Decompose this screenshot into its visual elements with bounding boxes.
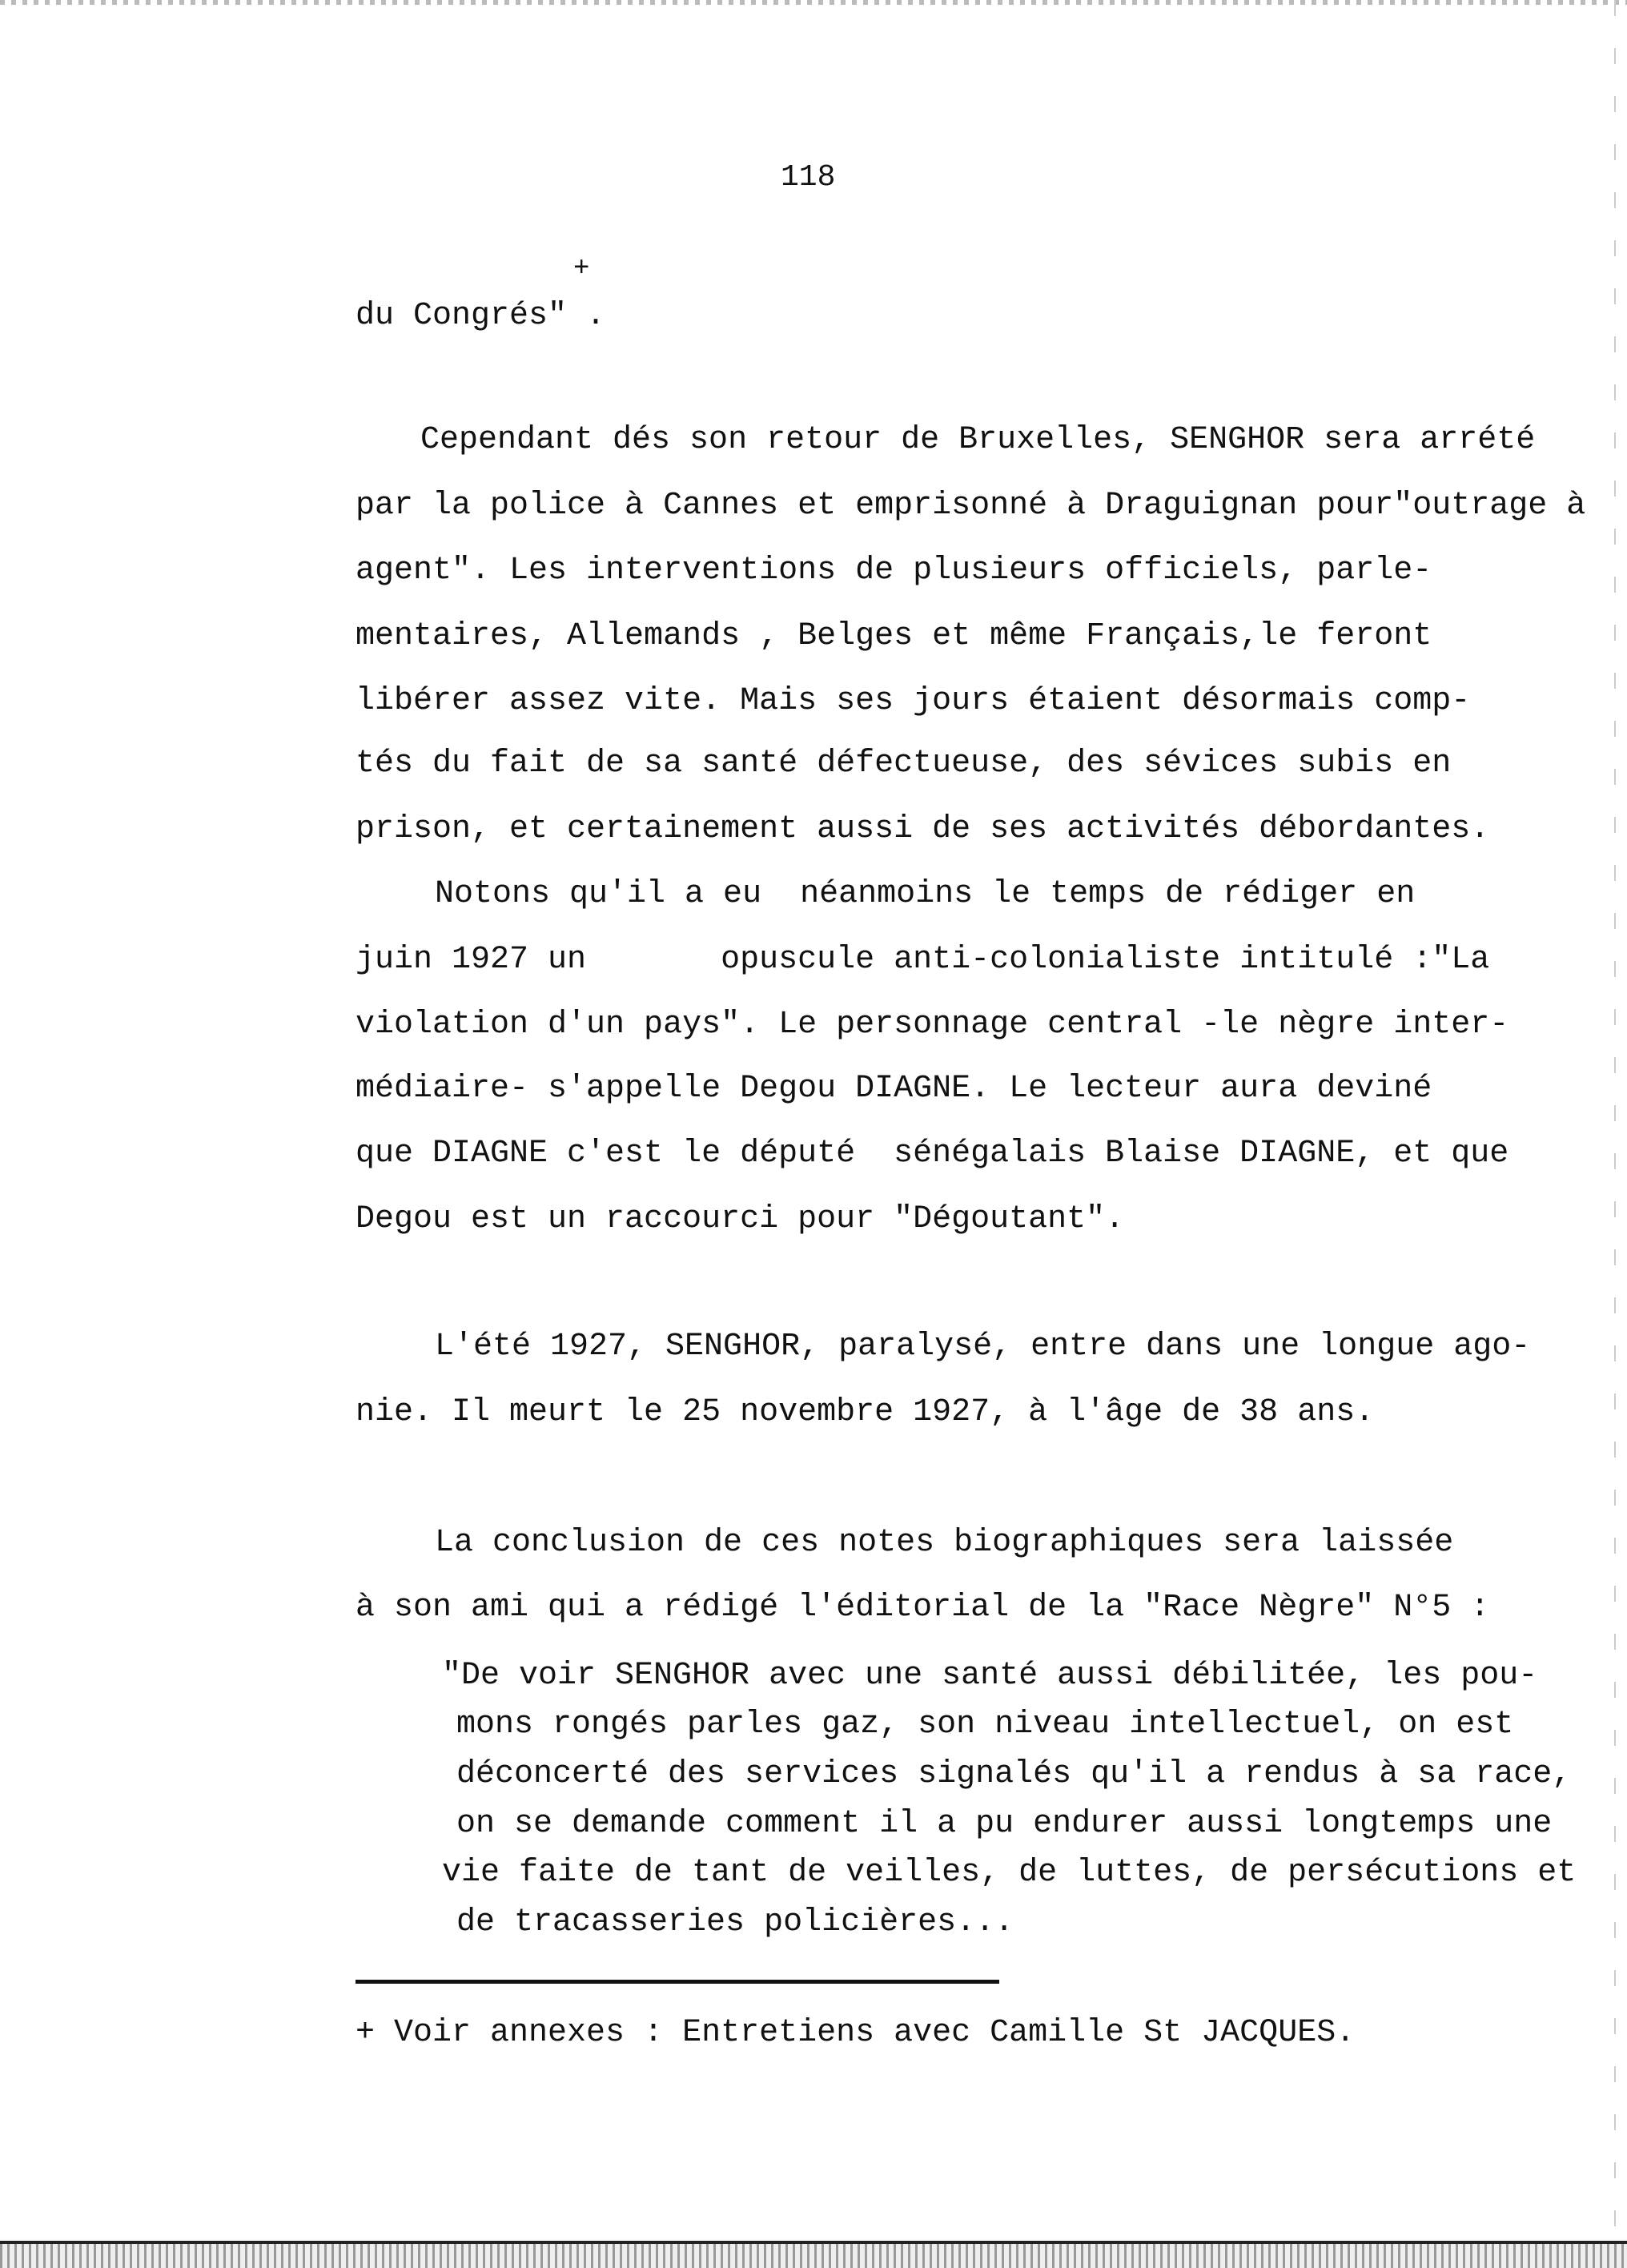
text-line: prison, et certainement aussi de ses activités débordantes. xyxy=(356,811,1490,847)
scan-edge-top xyxy=(0,0,1627,5)
quote-line: déconcerté des services signalés qu'il a rendus à sa race, xyxy=(456,1756,1572,1792)
page-number: 118 xyxy=(781,160,836,195)
quote-line: "De voir SENGHOR avec une santé aussi débilitée, les pou- xyxy=(442,1658,1538,1694)
text-line: à son ami qui a rédigé l'éditorial de la "Race Nègre" N°5 : xyxy=(356,1590,1490,1626)
quote-line: on se demande comment il a pu endurer aussi longtemps une xyxy=(456,1806,1553,1842)
quote-line: mons rongés parles gaz, son niveau intellectuel, on est xyxy=(456,1707,1514,1743)
text-line: juin 1927 un opuscule anti-colonialiste intitulé :"La xyxy=(356,942,1490,978)
text-line: que DIAGNE c'est le député sénégalais Blaise DIAGNE, et que xyxy=(356,1136,1509,1172)
scan-edge-bottom xyxy=(0,2241,1627,2268)
quote-line: vie faite de tant de veilles, de luttes, de persécutions et xyxy=(442,1855,1577,1891)
text-line: L'été 1927, SENGHOR, paralysé, entre dans une longue ago- xyxy=(435,1329,1531,1365)
footnote-separator xyxy=(356,1980,999,1984)
text-line: La conclusion de ces notes biographiques sera laissée xyxy=(435,1525,1454,1561)
text-line: Notons qu'il a eu néanmoins le temps de rédiger en xyxy=(435,876,1416,912)
text-line: Cependant dés son retour de Bruxelles, SENGHOR sera arrété xyxy=(420,422,1536,458)
text-line: violation d'un pays". Le personnage central -le nègre inter- xyxy=(356,1007,1509,1043)
text-line: mentaires, Allemands , Belges et même Français,le feront xyxy=(356,618,1432,654)
footnote-marker: + xyxy=(573,254,590,284)
text-line: libérer assez vite. Mais ses jours étaient désormais comp- xyxy=(356,683,1471,719)
text-line: médiaire- s'appelle Degou DIAGNE. Le lecteur aura deviné xyxy=(356,1071,1432,1107)
text-line: agent". Les interventions de plusieurs officiels, parle- xyxy=(356,553,1432,589)
text-line: du Congrés" . xyxy=(356,298,606,334)
quote-line: de tracasseries policières... xyxy=(456,1904,1014,1940)
text-line: par la police à Cannes et emprisonné à Draguignan pour"outrage à xyxy=(356,488,1586,524)
text-line: nie. Il meurt le 25 novembre 1927, à l'âge de 38 ans. xyxy=(356,1394,1375,1430)
scan-edge-right xyxy=(1614,0,1616,2242)
text-line: tés du fait de sa santé défectueuse, des sévices subis en xyxy=(356,746,1452,782)
footnote: + Voir annexes : Entretiens avec Camille St JACQUES. xyxy=(356,2015,1356,2051)
text-line: Degou est un raccourci pour "Dégoutant". xyxy=(356,1201,1125,1237)
